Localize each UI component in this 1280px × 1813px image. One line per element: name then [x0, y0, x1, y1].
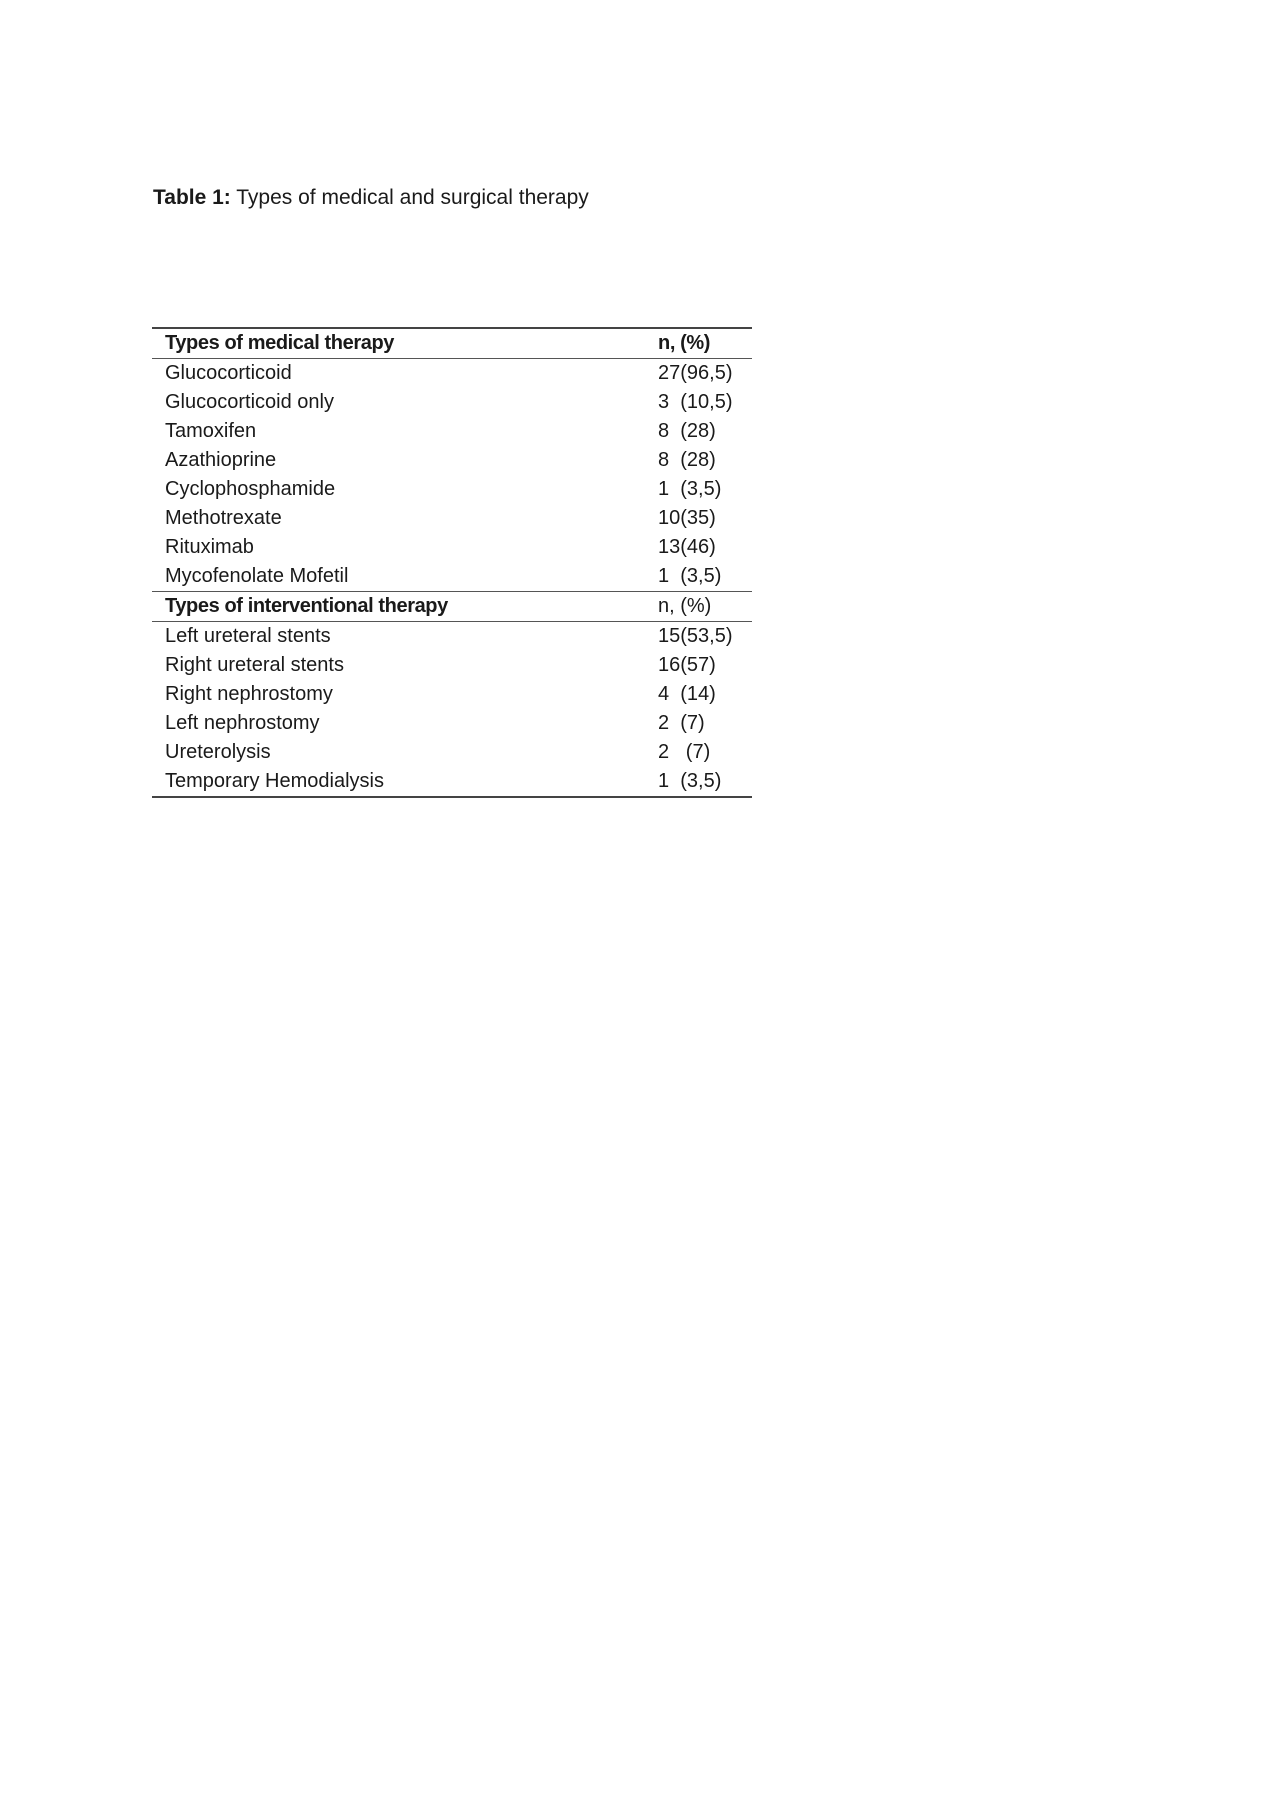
therapy-value: 27(96,5)	[658, 362, 733, 384]
table-row	[152, 562, 752, 591]
table-row	[152, 417, 752, 446]
therapy-name: Glucocorticoid only	[165, 391, 334, 413]
table-row	[152, 651, 752, 680]
therapy-name: Right nephrostomy	[165, 683, 333, 705]
therapy-value: 8 (28)	[658, 449, 716, 471]
therapy-value: 1 (3,5)	[658, 478, 722, 500]
therapy-value: 2 (7)	[658, 712, 705, 734]
therapy-name: Rituximab	[165, 536, 254, 558]
table-row	[152, 709, 752, 738]
therapy-name: Right ureteral stents	[165, 654, 344, 676]
table-row	[152, 388, 752, 417]
medical-therapy-header: Types of medical therapy	[165, 332, 394, 354]
table-row	[152, 533, 752, 562]
medical-value-header: n, (%)	[658, 332, 711, 354]
therapy-name: Mycofenolate Mofetil	[165, 565, 349, 587]
therapy-value: 1 (3,5)	[658, 770, 722, 792]
therapy-name: Methotrexate	[165, 507, 282, 529]
therapy-name: Cyclophosphamide	[165, 478, 336, 500]
therapy-value: 10(35)	[658, 507, 716, 529]
therapy-name: Azathioprine	[165, 449, 277, 471]
table-row	[152, 680, 752, 709]
interventional-therapy-header-row	[152, 592, 752, 621]
therapy-value: 1 (3,5)	[658, 565, 722, 587]
therapy-value: 4 (14)	[658, 683, 716, 705]
table-row	[152, 622, 752, 651]
therapy-name: Ureterolysis	[165, 741, 271, 763]
therapy-value: 8 (28)	[658, 420, 716, 442]
table-row	[152, 475, 752, 504]
table-row	[152, 359, 752, 388]
table-row	[152, 504, 752, 533]
medical-therapy-header-row	[152, 329, 752, 358]
table-bottom-rule	[152, 796, 752, 798]
therapy-name: Left ureteral stents	[165, 625, 331, 647]
table-caption	[153, 184, 589, 212]
interventional-therapy-header: Types of interventional therapy	[165, 595, 448, 617]
therapy-value: 3 (10,5)	[658, 391, 733, 413]
therapy-name: Glucocorticoid	[165, 362, 292, 384]
therapy-name: Left nephrostomy	[165, 712, 320, 734]
caption-label: Table 1:	[153, 186, 231, 209]
caption-text: Types of medical and surgical therapy	[236, 186, 589, 209]
therapy-table	[152, 327, 752, 798]
table-row	[152, 738, 752, 767]
therapy-value: 15(53,5)	[658, 625, 733, 647]
therapy-value: 13(46)	[658, 536, 716, 558]
therapy-value: 16(57)	[658, 654, 716, 676]
interventional-value-header: n, (%)	[658, 595, 712, 617]
therapy-value: 2 (7)	[658, 741, 711, 763]
therapy-name: Temporary Hemodialysis	[165, 770, 384, 792]
therapy-name: Tamoxifen	[165, 420, 257, 442]
table-row	[152, 767, 752, 796]
table-row	[152, 446, 752, 475]
